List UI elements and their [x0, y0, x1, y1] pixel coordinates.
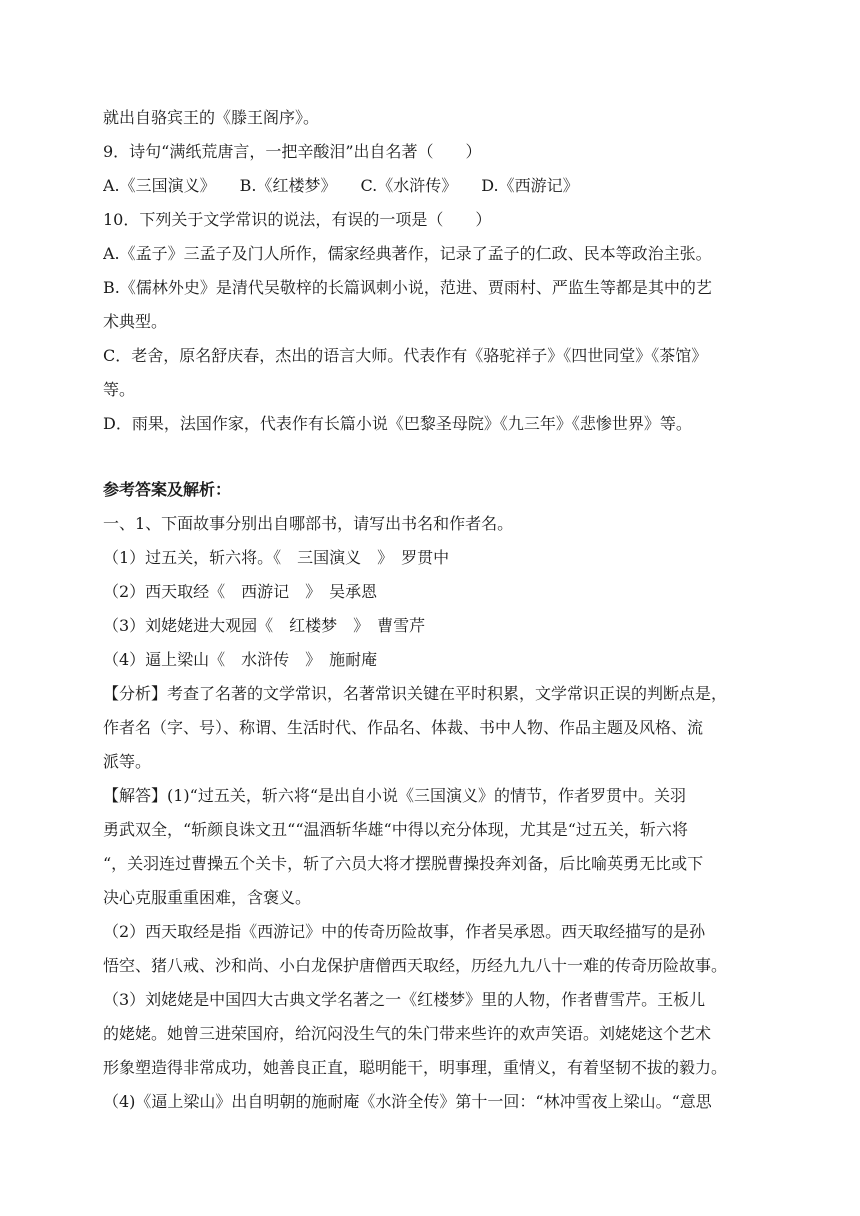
question-9: 9．诗句“满纸荒唐言，一把辛酸泪”出自名著（ ） — [103, 142, 482, 161]
option-a: A.《孟子》三孟子及门人所作，儒家经典著作，记录了孟子的仁政、民本等政治主张。 — [103, 244, 712, 263]
solution-line: （4)《逼上梁山》出自明朝的施耐庵《水浒全传》第十一回：“林冲雪夜上梁山。“意思 — [103, 1092, 712, 1111]
answer-item-1: （1）过五关，斩六将。《 三国演义 》 罗贯中 — [103, 548, 450, 567]
option-c-cont: 等。 — [103, 380, 136, 399]
question-9-options: A.《三国演义》 B.《红楼梦》 C.《水浒传》 D.《西游记》 — [103, 176, 579, 195]
solution-line: 【解答】(1)“过五关，斩六将“是出自小说《三国演义》的情节，作者罗贯中。关羽 — [103, 786, 687, 805]
analysis-line: 派等。 — [103, 752, 152, 771]
solution-line: 勇武双全，“斩颜良诛文丑““温酒斩华雄“中得以充分体现，尤其是“过五关，斩六将 — [103, 820, 688, 839]
option-b-cont: 术典型。 — [103, 312, 168, 331]
analysis-line: 【分析】考查了名著的文学常识，名著常识关键在平时积累，文学常识正误的判断点是， — [103, 684, 728, 703]
answer-item-2: （2）西天取经《 西游记 》 吴承恩 — [103, 582, 378, 601]
solution-line: 决心克服重重困难，含褒义。 — [103, 888, 312, 907]
option-c: C．老舍，原名舒庆春，杰出的语言大师。代表作有《骆驼祥子》《四世同堂》《茶馆》 — [103, 346, 708, 365]
answer-heading: 参考答案及解析： — [103, 480, 232, 499]
analysis-line: 作者名（字、号）、称谓、生活时代、作品名、体裁、书中人物、作品主题及风格、流 — [103, 718, 704, 737]
solution-line: （2）西天取经是指《西游记》中的传奇历险故事，作者吴承恩。西天取经描写的是孙 — [103, 922, 706, 941]
answer-item-3: （3）刘姥姥进大观园《 红楼梦 》 曹雪芹 — [103, 616, 426, 635]
option-b: B.《儒林外史》是清代吴敬梓的长篇讽刺小说，范进、贾雨村、严监生等都是其中的艺 — [103, 278, 712, 297]
option-d: D．雨果，法国作家，代表作有长篇小说《巴黎圣母院》《九三年》《悲惨世界》等。 — [103, 414, 692, 433]
solution-line: 悟空、猪八戒、沙和尚、小白龙保护唐僧西天取经，历经九九八十一难的传奇历险故事。 — [103, 956, 728, 975]
answer-item-4: （4）逼上梁山《 水浒传 》 施耐庵 — [103, 650, 378, 669]
solution-line: （3）刘姥姥是中国四大古典文学名著之一《红楼梦》里的人物，作者曹雪芹。王板儿 — [103, 990, 706, 1009]
question-10: 10．下列关于文学常识的说法，有误的一项是（ ） — [103, 210, 492, 229]
answer-section-1: 一、1、下面故事分别出自哪部书，请写出书名和作者名。 — [103, 514, 514, 533]
text-line: 就出自骆宾王的《滕王阁序》。 — [103, 108, 320, 127]
solution-line: 的姥姥。她曾三进荣国府，给沉闷没生气的朱门带来些许的欢声笑语。刘姥姥这个艺术 — [103, 1024, 712, 1043]
solution-line: 形象塑造得非常成功，她善良正直，聪明能干，明事理，重情义，有着坚韧不拔的毅力。 — [103, 1058, 728, 1077]
solution-line: “，关羽连过曹操五个关卡，斩了六员大将才摆脱曹操投奔刘备，后比喻英勇无比或下 — [103, 854, 704, 873]
